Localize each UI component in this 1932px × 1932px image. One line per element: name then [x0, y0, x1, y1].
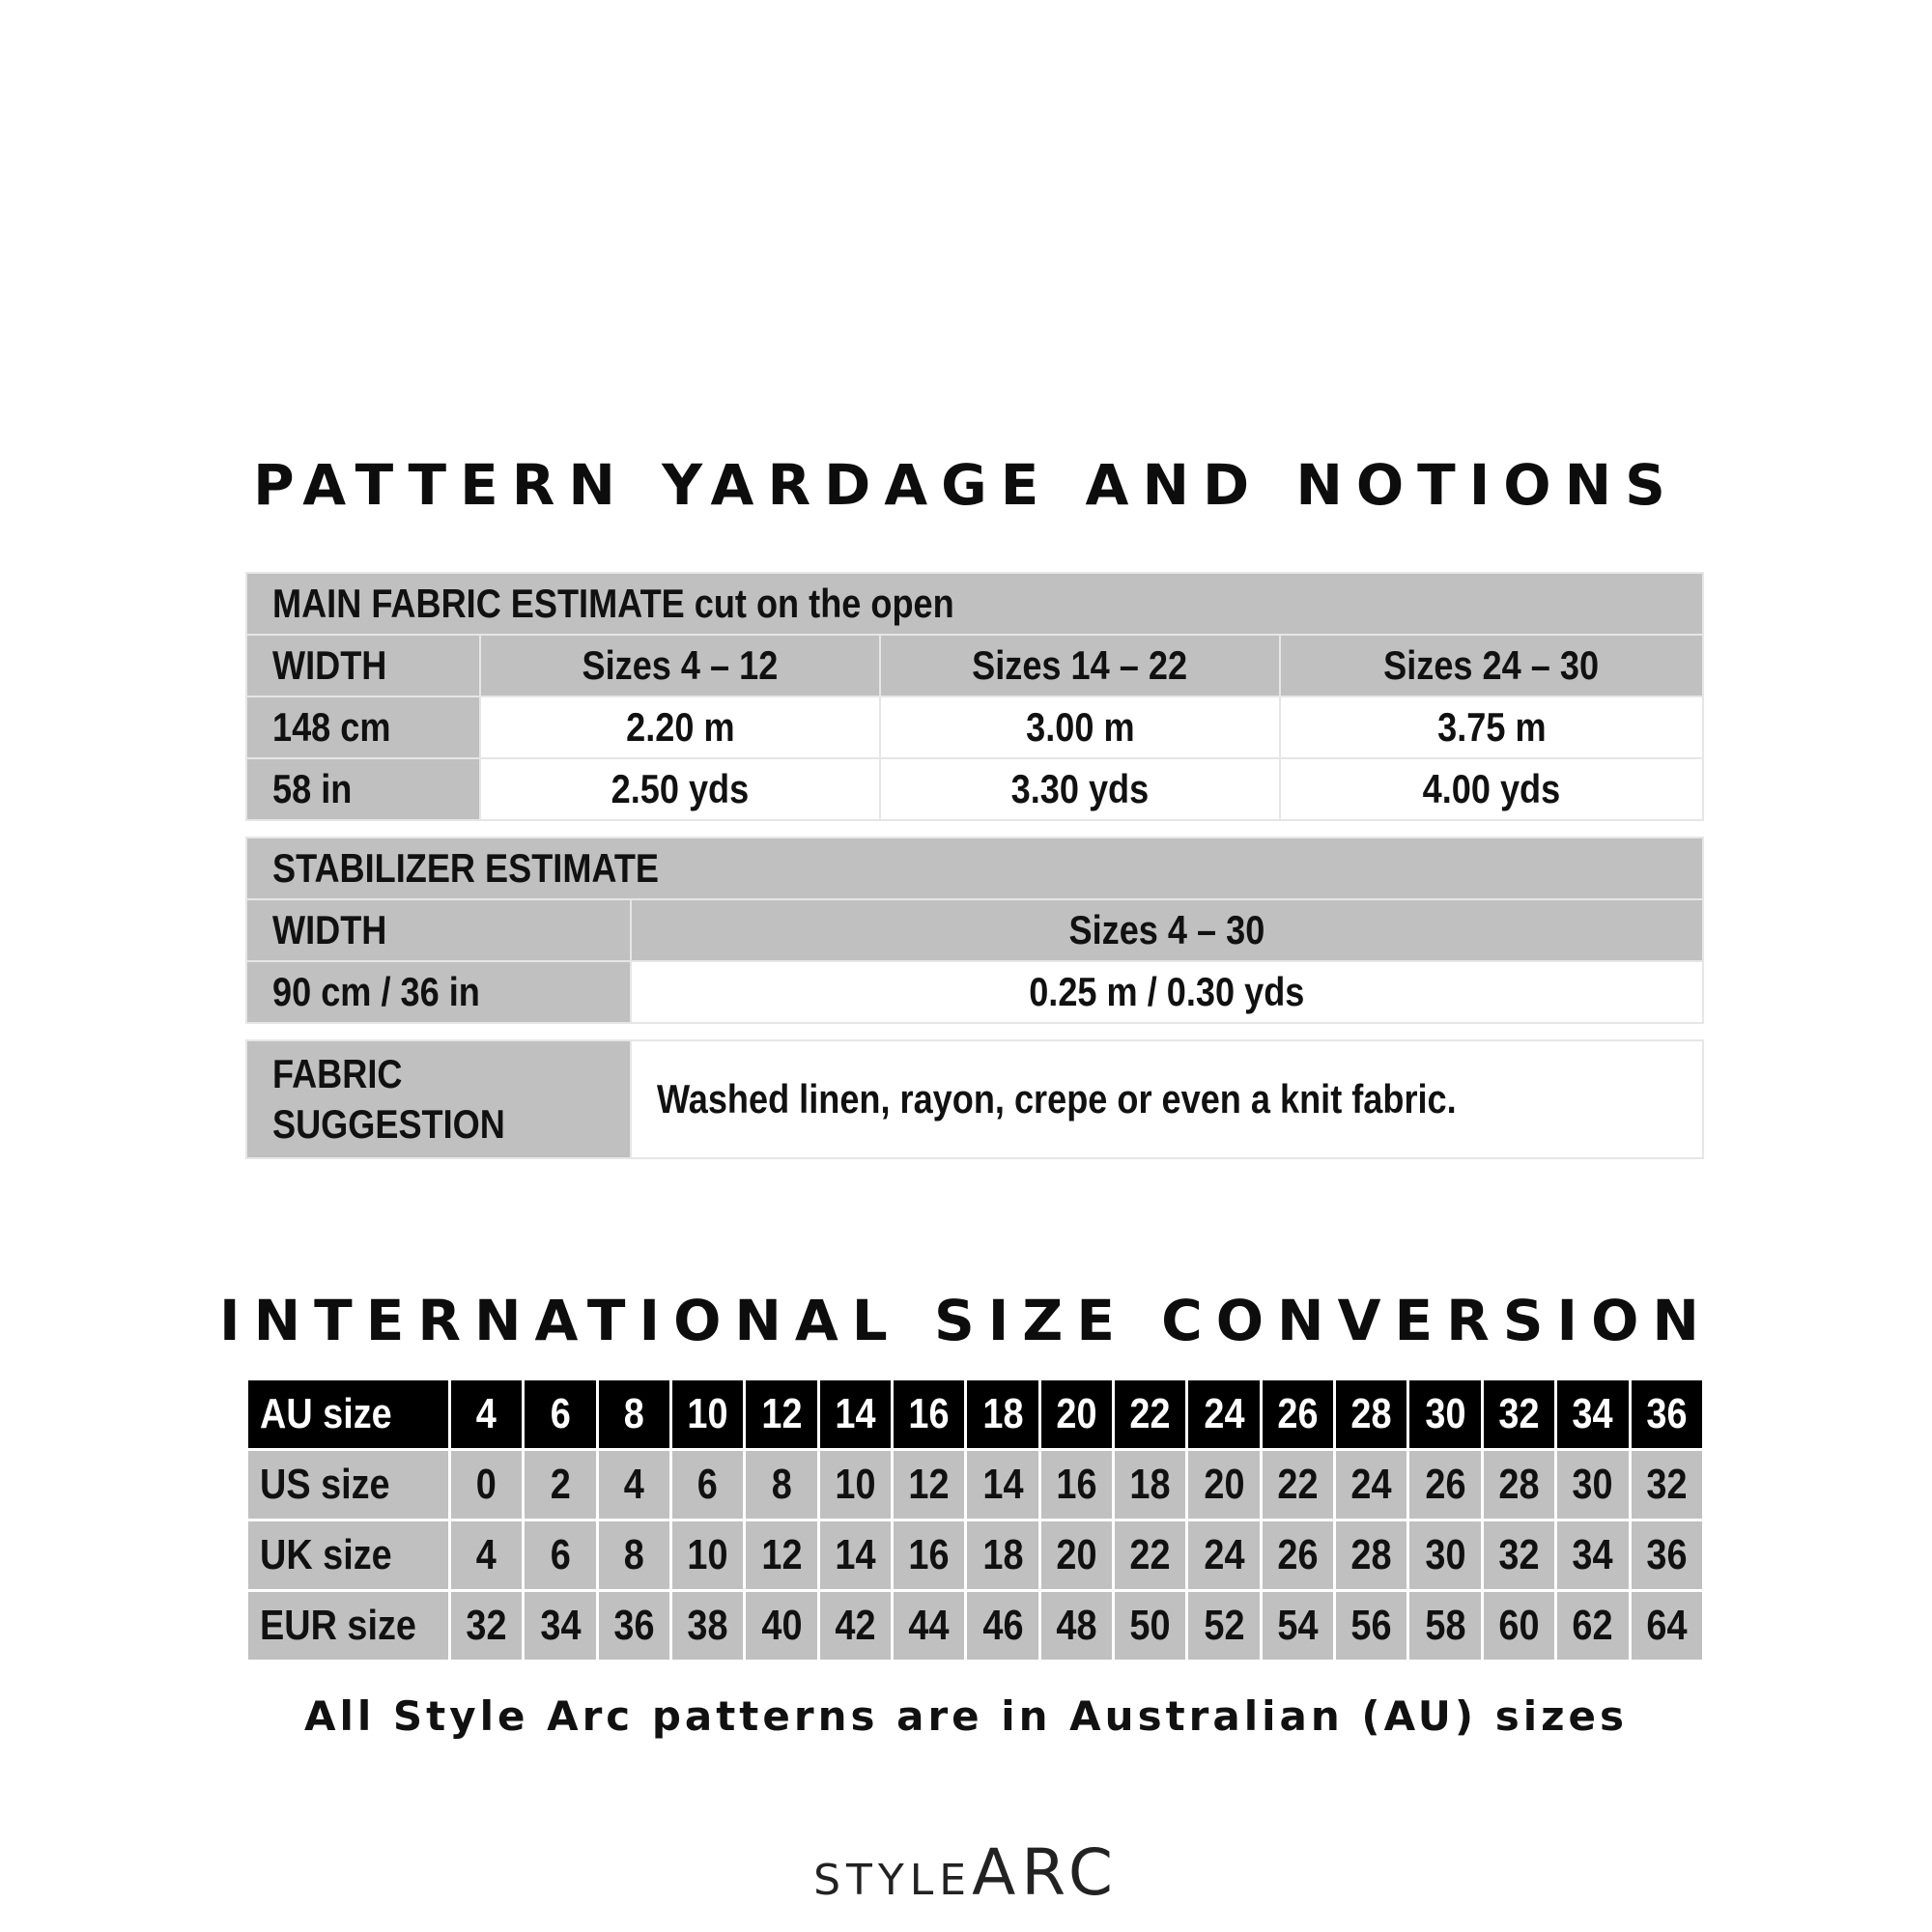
row-width-label: 148 cm [246, 696, 480, 758]
size-cell: 46 [966, 1591, 1039, 1662]
size-cell: 26 [1261, 1520, 1334, 1591]
main-fabric-table [245, 572, 1704, 821]
size-cell: 14 [818, 1520, 892, 1591]
size-cell: 0 [450, 1450, 524, 1520]
size-row-label: US size [247, 1450, 450, 1520]
size-conversion-table [245, 1378, 1705, 1662]
yardage-value: 0.25 m / 0.30 yds [631, 961, 1703, 1023]
size-cell: 34 [1556, 1379, 1630, 1450]
size-cell: 60 [1482, 1591, 1555, 1662]
size-cell: 28 [1335, 1379, 1408, 1450]
size-cell: 4 [597, 1450, 670, 1520]
size-cell: 42 [818, 1591, 892, 1662]
size-cell: 52 [1187, 1591, 1261, 1662]
size-cell: 22 [1114, 1520, 1187, 1591]
size-cell: 32 [1482, 1379, 1555, 1450]
size-cell: 28 [1335, 1520, 1408, 1591]
size-cell: 10 [818, 1450, 892, 1520]
yardage-value: 4.00 yds [1280, 758, 1703, 820]
size-cell: 16 [893, 1520, 966, 1591]
size-cell: 14 [966, 1450, 1039, 1520]
style-arc-logo [0, 1835, 1932, 1910]
size-cell: 22 [1261, 1450, 1334, 1520]
size-cell: 28 [1482, 1450, 1555, 1520]
size-cell: 36 [1630, 1520, 1703, 1591]
size-cell: 24 [1187, 1520, 1261, 1591]
table-row [246, 961, 1703, 1023]
size-row [247, 1450, 1704, 1520]
logo-style-text: STYLE [813, 1856, 973, 1905]
main-fabric-col-sizes-24-30: Sizes 24 – 30 [1280, 635, 1703, 696]
main-fabric-header [246, 573, 1703, 635]
size-cell: 50 [1114, 1591, 1187, 1662]
size-cell: 12 [745, 1520, 818, 1591]
size-cell: 30 [1408, 1520, 1482, 1591]
yardage-value: 3.30 yds [880, 758, 1280, 820]
size-cell: 6 [524, 1379, 597, 1450]
size-row-label: AU size [247, 1379, 450, 1450]
size-cell: 32 [450, 1591, 524, 1662]
size-cell: 30 [1408, 1379, 1482, 1450]
size-row-label: UK size [247, 1520, 450, 1591]
size-cell: 56 [1335, 1591, 1408, 1662]
page-title: PATTERN YARDAGE AND NOTIONS [253, 452, 1679, 518]
main-fabric-col-sizes-4-12: Sizes 4 – 12 [480, 635, 880, 696]
main-fabric-header-bold: MAIN FABRIC ESTIMATE [272, 581, 685, 626]
size-row-label: EUR size [247, 1591, 450, 1662]
size-row [247, 1520, 1704, 1591]
table-row [246, 758, 1703, 820]
size-cell: 22 [1114, 1379, 1187, 1450]
size-row [247, 1591, 1704, 1662]
yardage-value: 2.20 m [480, 696, 880, 758]
main-fabric-header-rest: cut on the open [684, 581, 954, 626]
size-cell: 18 [966, 1379, 1039, 1450]
size-cell: 12 [893, 1450, 966, 1520]
size-cell: 18 [1114, 1450, 1187, 1520]
size-cell: 44 [893, 1591, 966, 1662]
size-cell: 14 [818, 1379, 892, 1450]
size-cell: 24 [1335, 1450, 1408, 1520]
size-cell: 4 [450, 1520, 524, 1591]
main-fabric-col-width: WIDTH [246, 635, 480, 696]
size-conversion-title: INTERNATIONAL SIZE CONVERSION [219, 1288, 1713, 1353]
size-cell: 38 [671, 1591, 745, 1662]
yardage-value: 2.50 yds [480, 758, 880, 820]
size-cell: 32 [1630, 1450, 1703, 1520]
row-width-label: 90 cm / 36 in [246, 961, 631, 1023]
size-cell: 8 [597, 1379, 670, 1450]
size-cell: 16 [1039, 1450, 1113, 1520]
size-cell: 18 [966, 1520, 1039, 1591]
size-cell: 6 [671, 1450, 745, 1520]
size-cell: 62 [1556, 1591, 1630, 1662]
fabric-suggestion-text: Washed linen, rayon, crepe or even a knit fabric. [631, 1040, 1703, 1158]
size-cell: 2 [524, 1450, 597, 1520]
fabric-suggestion-label: FABRIC SUGGESTION [246, 1040, 631, 1158]
size-cell: 32 [1482, 1520, 1555, 1591]
au-sizes-note: All Style Arc patterns are in Australian (AU) sizes [303, 1692, 1629, 1740]
stabilizer-col-sizes: Sizes 4 – 30 [631, 899, 1703, 961]
table-row [246, 696, 1703, 758]
size-cell: 48 [1039, 1591, 1113, 1662]
size-cell: 40 [745, 1591, 818, 1662]
size-cell: 20 [1187, 1450, 1261, 1520]
size-cell: 26 [1261, 1379, 1334, 1450]
size-cell: 8 [597, 1520, 670, 1591]
size-cell: 64 [1630, 1591, 1703, 1662]
size-cell: 34 [1556, 1520, 1630, 1591]
size-cell: 30 [1556, 1450, 1630, 1520]
size-cell: 26 [1408, 1450, 1482, 1520]
yardage-value: 3.00 m [880, 696, 1280, 758]
size-cell: 58 [1408, 1591, 1482, 1662]
size-cell: 54 [1261, 1591, 1334, 1662]
size-cell: 12 [745, 1379, 818, 1450]
size-cell: 4 [450, 1379, 524, 1450]
size-cell: 36 [1630, 1379, 1703, 1450]
size-cell: 20 [1039, 1379, 1113, 1450]
stabilizer-header: STABILIZER ESTIMATE [246, 838, 1703, 899]
size-cell: 36 [597, 1591, 670, 1662]
size-cell: 10 [671, 1520, 745, 1591]
size-cell: 16 [893, 1379, 966, 1450]
size-cell: 34 [524, 1591, 597, 1662]
fabric-suggestion-table [245, 1039, 1704, 1159]
yardage-value: 3.75 m [1280, 696, 1703, 758]
stabilizer-col-width: WIDTH [246, 899, 631, 961]
size-cell: 8 [745, 1450, 818, 1520]
size-row [247, 1379, 1704, 1450]
size-cell: 20 [1039, 1520, 1113, 1591]
stabilizer-table [245, 837, 1704, 1024]
row-width-label: 58 in [246, 758, 480, 820]
logo-arc-text: ARC [972, 1835, 1119, 1910]
size-cell: 6 [524, 1520, 597, 1591]
main-fabric-col-sizes-14-22: Sizes 14 – 22 [880, 635, 1280, 696]
size-cell: 24 [1187, 1379, 1261, 1450]
size-cell: 10 [671, 1379, 745, 1450]
